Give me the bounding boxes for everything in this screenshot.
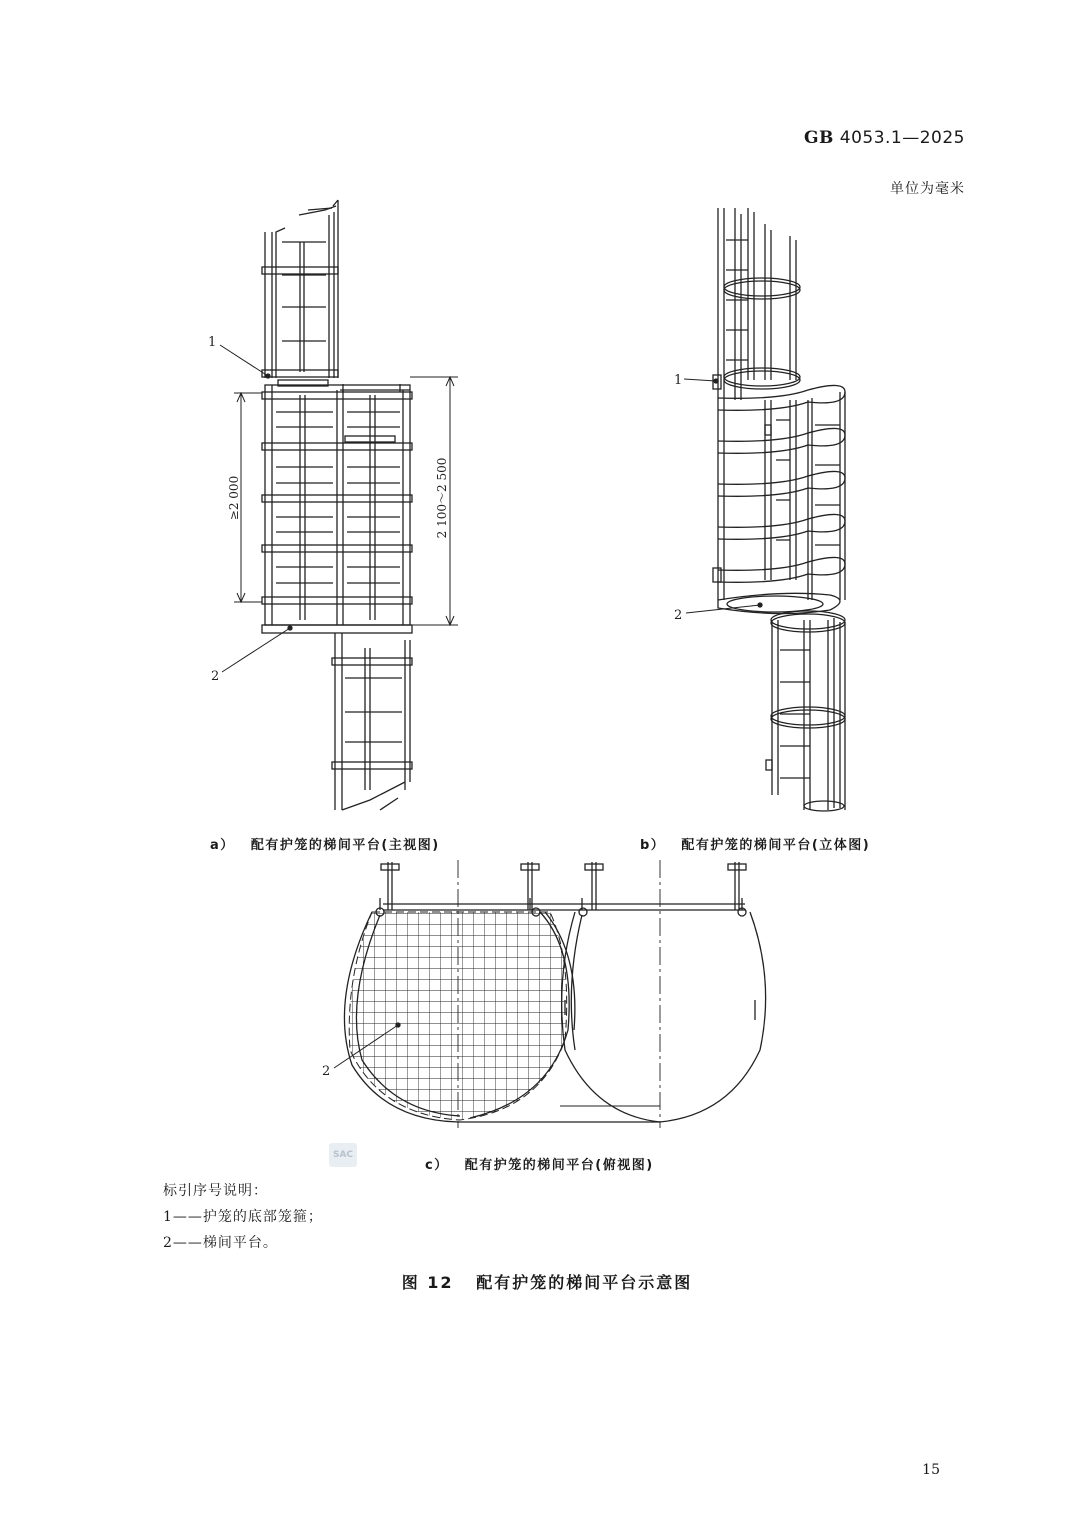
sac-watermark-logo: SAC [329,1143,357,1167]
legend-item-2: 2——梯间平台。 [163,1235,278,1251]
caption-a [210,834,440,853]
platform-cage-rings [718,385,845,600]
callout-1a: 1 [208,335,217,350]
lower-ladder [332,633,412,810]
caption-b-text: 配有护笼的梯间平台(立体图) [681,838,871,853]
caption-b-index: b） [640,838,666,853]
caption-c-index: c） [425,1158,449,1173]
figure-title: 图 12 配有护笼的梯间平台示意图 [401,1273,693,1292]
legend-item-1: 1——护笼的底部笼箍； [163,1209,323,1225]
dimension-lines [234,377,458,625]
standard-code: 4053.1—2025 [839,128,965,148]
standard-prefix: GB [803,128,834,148]
callout-line-1a [220,345,268,376]
unit-note: 单位为毫米 [890,181,965,197]
caption-a-text: 配有护笼的梯间平台(主视图) [250,838,440,853]
figure-a-front-view [220,200,458,810]
caption-c-text: 配有护笼的梯间平台(俯视图) [464,1158,654,1173]
legend-title: 标引序号说明： [163,1183,268,1199]
caption-c [425,1154,654,1173]
page-number: 15 [922,1462,940,1478]
callout-1b: 1 [674,373,683,388]
callout-2c: 2 [322,1064,331,1079]
callout-2b: 2 [674,608,683,623]
callout-line-2a [222,628,290,672]
figure-b-3d-view [684,208,845,811]
middle-cage [262,380,412,625]
dim-spacing: 2 100～2 500 [435,457,449,539]
figure-c-top-view [334,860,766,1128]
caption-a-index: a） [210,838,235,853]
dim-clearance: ≥2 000 [227,475,241,521]
caption-b [640,834,870,853]
upper-ladder [262,200,338,378]
bolts [376,862,746,916]
callout-2a: 2 [211,669,220,684]
